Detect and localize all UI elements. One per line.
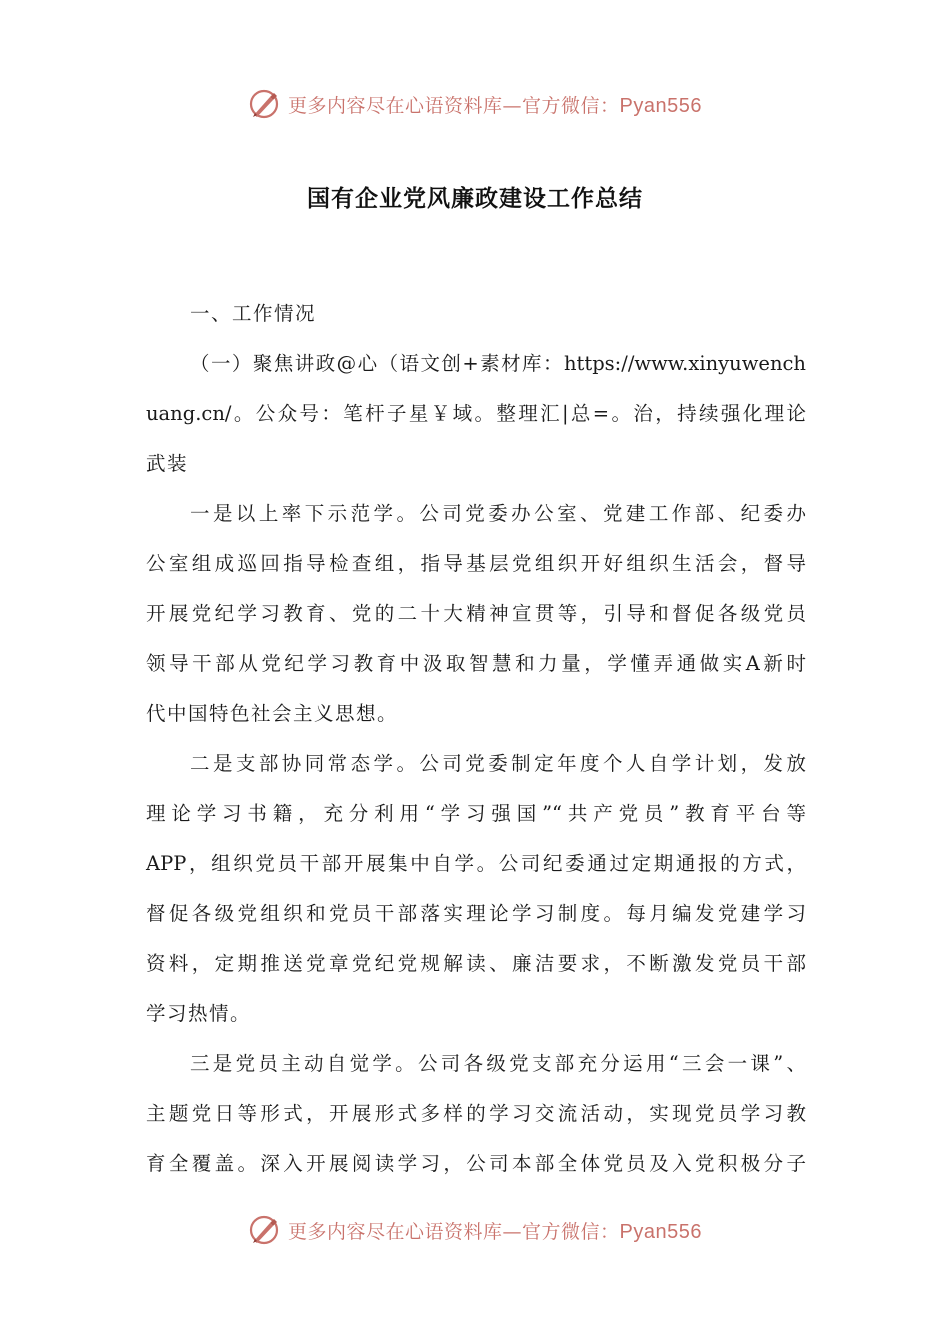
watermark-text: 更多内容尽在心语资料库—官方微信：Pyan556 <box>288 1220 702 1243</box>
document-title: 国有企业党风廉政建设工作总结 <box>307 186 643 212</box>
subsection-heading-line: 武装 <box>146 452 189 475</box>
pen-logo-icon <box>248 88 280 120</box>
subsection-heading-line: uang.cn/。公众号：笔杆子星￥域。整理汇|总=。治，持续强化理论 <box>146 402 806 425</box>
subsection-heading-line: （一）聚焦讲政@心（语文创+素材库：https://www.xinyuwench <box>190 352 806 375</box>
paragraph-line: 一是以上率下示范学。公司党委办公室、党建工作部、纪委办 <box>190 502 806 525</box>
paragraph-line: 公室组成巡回指导检查组，指导基层党组织开好组织生活会，督导 <box>146 552 806 575</box>
paragraph-line: 资料，定期推送党章党纪党规解读、廉洁要求，不断激发党员干部 <box>146 952 806 975</box>
paragraph-line: 理论学习书籍，充分利用“学习强国”“共产党员”教育平台等 <box>146 802 806 825</box>
paragraph-line: 开展党纪学习教育、党的二十大精神宣贯等，引导和督促各级党员 <box>146 602 806 625</box>
pen-logo-icon <box>248 1214 280 1246</box>
watermark-banner-top <box>0 82 950 126</box>
paragraph-line: 领导干部从党纪学习教育中汲取智慧和力量，学懂弄通做实A新时 <box>146 652 806 675</box>
paragraph-line: 三是党员主动自觉学。公司各级党支部充分运用“三会一课”、 <box>190 1052 806 1075</box>
paragraph-line: 主题党日等形式，开展形式多样的学习交流活动，实现党员学习教 <box>146 1102 806 1125</box>
paragraph-line: 代中国特色社会主义思想。 <box>146 702 399 725</box>
section-heading: 一、工作情况 <box>190 302 317 325</box>
paragraph-line: 督促各级党组织和党员干部落实理论学习制度。每月编发党建学习 <box>146 902 806 925</box>
document-body <box>146 289 806 1189</box>
watermark-text: 更多内容尽在心语资料库—官方微信：Pyan556 <box>288 94 702 117</box>
watermark-banner-bottom <box>0 1208 950 1252</box>
paragraph-line: 二是支部协同常态学。公司党委制定年度个人自学计划，发放 <box>190 752 806 775</box>
paragraph-line: APP，组织党员干部开展集中自学。公司纪委通过定期通报的方式， <box>146 852 806 875</box>
paragraph-line: 育全覆盖。深入开展阅读学习，公司本部全体党员及入党积极分子 <box>146 1152 806 1175</box>
paragraph-line: 学习热情。 <box>146 1002 252 1025</box>
